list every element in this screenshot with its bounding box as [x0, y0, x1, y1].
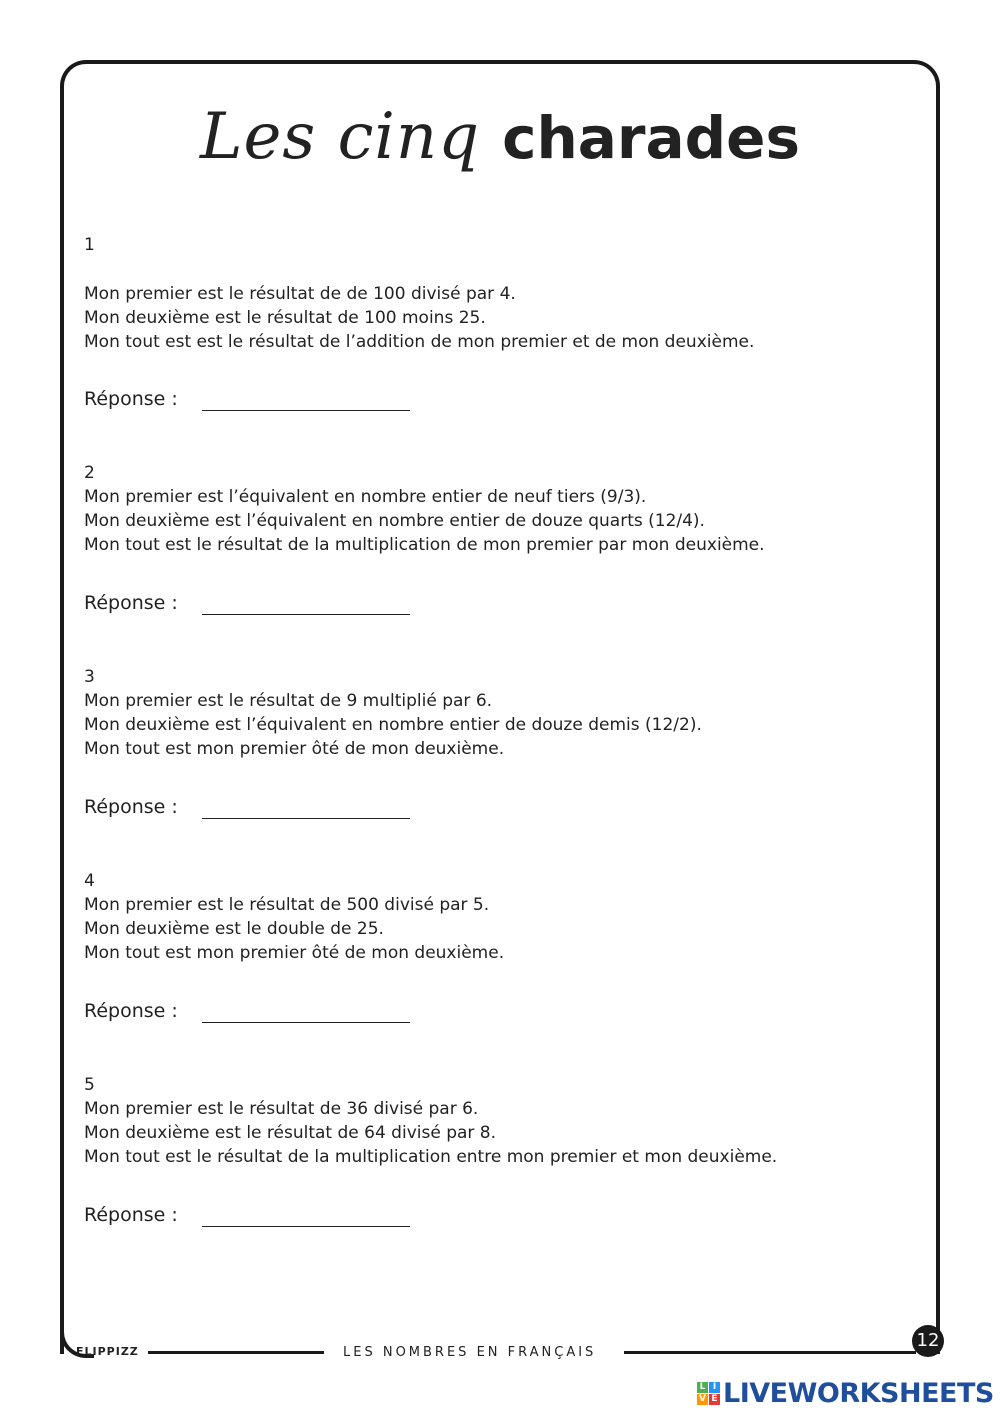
footer-brand: FLIPPIZZ: [76, 1345, 139, 1358]
live-icon-letter: I: [709, 1382, 720, 1393]
live-icon-letter: V: [697, 1394, 708, 1405]
footer-subject: LES NOMBRES EN FRANÇAIS: [343, 1345, 597, 1360]
page-title: [0, 100, 1000, 174]
charade-number: 3: [84, 667, 95, 687]
answer-label: Réponse :: [84, 796, 178, 818]
charade-clue: Mon deuxième est l’équivalent en nombre entier de douze quarts (12/4).: [84, 511, 705, 531]
answer-input-1[interactable]: [202, 390, 410, 411]
title-bold: charades: [502, 104, 800, 172]
answer-input-2[interactable]: [202, 594, 410, 615]
footer-divider: [148, 1351, 324, 1354]
charade-clue: Mon premier est le résultat de de 100 divisé par 4.: [84, 284, 516, 304]
charade-clue: Mon deuxième est le résultat de 100 moins 25.: [84, 308, 486, 328]
charade-number: 5: [84, 1075, 95, 1095]
answer-label: Réponse :: [84, 388, 178, 410]
charade-clue: Mon tout est le résultat de la multiplication de mon premier par mon deuxième.: [84, 535, 765, 555]
charade-number: 1: [84, 235, 95, 255]
charade-clue: Mon premier est le résultat de 9 multiplié par 6.: [84, 691, 493, 711]
charade-clue: Mon deuxième est l’équivalent en nombre entier de douze demis (12/2).: [84, 715, 702, 735]
charade-clue: Mon premier est le résultat de 500 divisé par 5.: [84, 895, 490, 915]
charade-clue: Mon deuxième est le résultat de 64 divisé par 8.: [84, 1123, 497, 1143]
footer-divider: [624, 1351, 916, 1354]
answer-input-5[interactable]: [202, 1206, 410, 1227]
liveworksheets-logo: [697, 1378, 994, 1409]
charade-clue: Mon premier est l’équivalent en nombre entier de neuf tiers (9/3).: [84, 487, 647, 507]
charade-clue: Mon tout est mon premier ôté de mon deuxième.: [84, 739, 505, 759]
charade-clue: Mon tout est est le résultat de l’addition de mon premier et de mon deuxième.: [84, 332, 755, 352]
answer-input-4[interactable]: [202, 1002, 410, 1023]
live-icon-letter: L: [697, 1382, 708, 1393]
answer-label: Réponse :: [84, 1000, 178, 1022]
answer-label: Réponse :: [84, 592, 178, 614]
charade-clue: Mon tout est mon premier ôté de mon deuxième.: [84, 943, 505, 963]
page-number: 12: [912, 1325, 944, 1357]
answer-label: Réponse :: [84, 1204, 178, 1226]
charade-number: 4: [84, 871, 95, 891]
page-border-right-end: [936, 1300, 940, 1330]
charade-number: 2: [84, 463, 95, 483]
answer-input-3[interactable]: [202, 798, 410, 819]
title-script: Les cinq: [200, 100, 481, 174]
charade-clue: Mon deuxième est le double de 25.: [84, 919, 384, 939]
live-icon: [697, 1382, 720, 1405]
liveworksheets-text: LIVEWORKSHEETS: [723, 1378, 994, 1409]
charade-clue: Mon tout est le résultat de la multiplication entre mon premier et mon deuxième.: [84, 1147, 778, 1167]
charade-clue: Mon premier est le résultat de 36 divisé par 6.: [84, 1099, 479, 1119]
live-icon-letter: E: [709, 1394, 720, 1405]
